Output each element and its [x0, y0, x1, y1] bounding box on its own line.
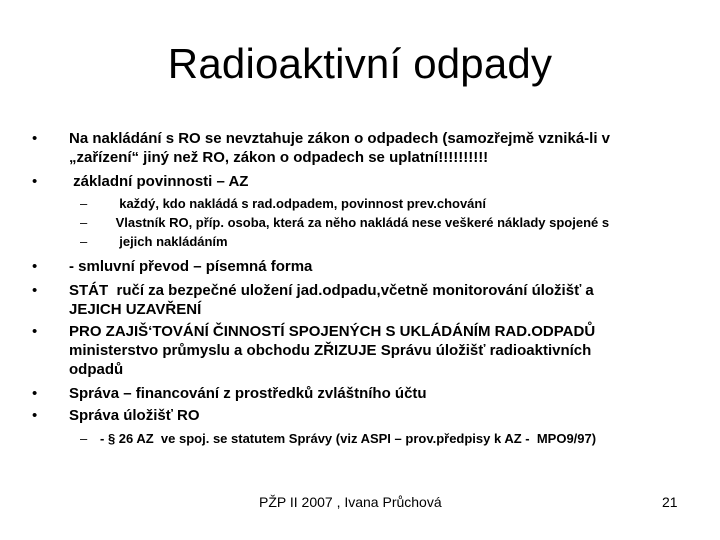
dash-icon: – — [80, 215, 88, 230]
sub-list — [0, 194, 720, 254]
sub-item-text: Vlastník RO, příp. osoba, která za něho nakládá nese veškeré náklady spojené s — [112, 215, 610, 230]
bullet-icon: • — [32, 258, 38, 275]
sub-item-text: každý, kdo nakládá s rad.odpadem, povinnost prev.chování — [112, 196, 486, 211]
bullet-item — [0, 129, 720, 169]
bullet-text-line: - smluvní převod – písemná forma — [69, 258, 313, 275]
sub-list — [0, 429, 720, 449]
bullet-text-line: Na nakládání s RO se nevztahuje zákon o odpadech (samozřejmě vzniká-li v — [69, 130, 611, 147]
bullet-text-line: JEJICH UZAVŘENÍ — [69, 301, 202, 318]
bullet-text-line: PRO ZAJIŠ‘TOVÁNÍ ČINNOSTÍ SPOJENÝCH S UKLÁDÁNÍM RAD.ODPADŮ — [69, 323, 596, 340]
bullet-text-line: „zařízení“ jiný než RO, zákon o odpadech se uplatní!!!!!!!!!! — [69, 149, 489, 166]
sub-item-text: - § 26 AZ ve spoj. se statutem Správy (viz ASPI – prov.předpisy k AZ - MPO9/97) — [100, 431, 597, 446]
bullet-icon: • — [32, 130, 38, 147]
bullet-item — [0, 322, 720, 382]
bullet-text-line: STÁT ručí za bezpečné uložení jad.odpadu,včetně monitorování úložišť a — [69, 282, 594, 299]
page-title: Radioaktivní odpady — [167, 40, 553, 87]
bullet-item — [0, 257, 720, 277]
bullet-icon: • — [32, 385, 38, 402]
bullet-item — [0, 281, 720, 321]
bullet-item — [0, 406, 720, 426]
bullet-text-line: ministerstvo průmyslu a obchodu ZŘIZUJE Správu úložišť radioaktivních — [69, 342, 592, 359]
bullet-icon: • — [32, 282, 38, 299]
dash-icon: – — [80, 234, 88, 249]
bullet-icon: • — [32, 173, 38, 190]
dash-icon: – — [80, 431, 88, 446]
bullet-icon: • — [32, 407, 38, 424]
bullet-text-line: odpadů — [69, 361, 124, 378]
bullet-item — [0, 384, 720, 404]
bullet-icon: • — [32, 323, 38, 340]
footer-author: PŽP II 2007 , Ivana Průchová — [259, 494, 442, 510]
page-number: 21 — [662, 494, 678, 510]
bullet-text-line: Správa – financování z prostředků zvláštního účtu — [69, 385, 427, 402]
sub-item-text: jejich nakládáním — [112, 234, 228, 249]
dash-icon: – — [80, 196, 88, 211]
bullet-text-line: základní povinnosti – AZ — [69, 173, 249, 190]
bullet-item — [0, 172, 720, 192]
bullet-text-line: Správa úložišť RO — [69, 407, 200, 424]
